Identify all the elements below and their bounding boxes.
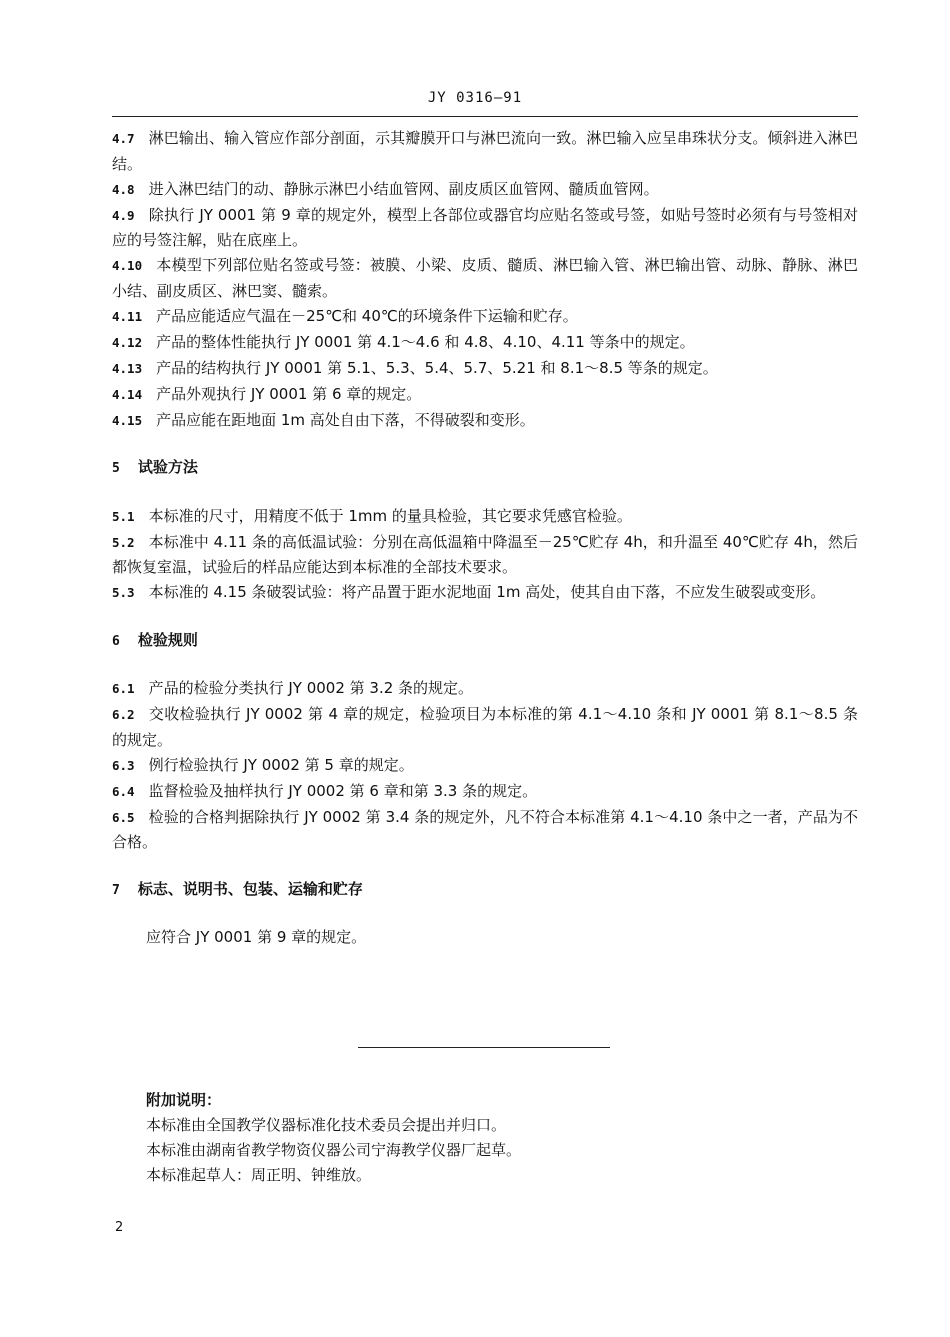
appendix [146, 1088, 521, 1188]
clause-4-11: 4.11 产品应能适应气温在－25℃和 40℃的环境条件下运输和贮存。 [112, 306, 578, 325]
clause-4-14: 4.14 产品外观执行 JY 0001 第 6 章的规定。 [112, 384, 422, 403]
clause-4-13: 4.13 产品的结构执行 JY 0001 第 5.1、5.3、5.4、5.7、5.21 和 8.1～8.5 等条的规定。 [112, 358, 718, 377]
clause-6-4: 6.4 监督检验及抽样执行 JY 0002 第 6 章和第 3.3 条的规定。 [112, 781, 538, 800]
appendix-line: 本标准起草人：周正明、钟维放。 [146, 1166, 372, 1184]
page-number: 2 [115, 1220, 124, 1235]
clause-5-3: 5.3 本标准的 4.15 条破裂试验：将产品置于距水泥地面 1m 高处，使其自由下落，不应发生破裂或变形。 [112, 583, 826, 601]
clause-6-5: 6.5 检验的合格判据除执行 JY 0002 第 3.4 条的规定外，凡不符合本标准第 4.1～4.10 条中之一者，产品为不合格。 [112, 807, 858, 851]
section-6-items [112, 676, 858, 855]
clause-5-2: 5.2 本标准中 4.11 条的高低温试验：分别在高低温箱中降温至－25℃贮存 4h，和升温至 40℃贮存 4h，然后都恢复室温，试验后的样品应能达到本标准的全部技术要求。 [112, 532, 858, 576]
section-5-heading: 5 试验方法 [112, 458, 198, 476]
clause-4-12: 4.12 产品的整体性能执行 JY 0001 第 4.1～4.6 和 4.8、4.10、4.11 等条中的规定。 [112, 332, 695, 351]
appendix-title: 附加说明： [146, 1091, 222, 1109]
clause-5-1: 5.1 本标准的尺寸，用精度不低于 1mm 的量具检验，其它要求凭感官检验。 [112, 506, 632, 525]
header-rule [112, 116, 858, 117]
header-doc-code: JY 0316—91 [427, 90, 523, 106]
clause-4-15: 4.15 产品应能在距地面 1m 高处自由下落，不得破裂和变形。 [112, 410, 535, 429]
clause-4-10: 4.10 本模型下列部位贴名签或号签：被膜、小梁、皮质、髓质、淋巴输入管、淋巴输出管、动脉、静脉、淋巴小结、副皮质区、淋巴窦、髓索。 [112, 256, 858, 300]
body-content [112, 126, 858, 950]
clause-6-3: 6.3 例行检验执行 JY 0002 第 5 章的规定。 [112, 755, 414, 774]
section-7-heading: 7 标志、说明书、包装、运输和贮存 [112, 879, 363, 898]
section-6-heading: 6 检验规则 [112, 630, 198, 649]
clause-6-2: 6.2 交收检验执行 JY 0002 第 4 章的规定，检验项目为本标准的第 4.1～4.10 条和 JY 0001 第 8.1～8.5 条的规定。 [112, 705, 858, 749]
clause-4-7: 4.7 淋巴输出、输入管应作部分剖面，示其瓣膜开口与淋巴流向一致。淋巴输入应呈串珠状分支。倾斜进入淋巴结。 [112, 129, 858, 173]
appendix-line: 本标准由湖南省教学物资仪器公司宁海教学仪器厂起草。 [146, 1141, 522, 1159]
appendix-line: 本标准由全国教学仪器标准化技术委员会提出并归口。 [146, 1116, 507, 1134]
section-5-items [112, 504, 858, 606]
section-7-body: 应符合 JY 0001 第 9 章的规定。 [146, 928, 367, 946]
section-divider [358, 1047, 610, 1048]
clause-4-8: 4.8 进入淋巴结门的动、静脉示淋巴小结血管网、副皮质区血管网、髓质血管网。 [112, 179, 659, 198]
clause-4-9: 4.9 除执行 JY 0001 第 9 章的规定外，模型上各部位或器官均应贴名签或号签，如贴号签时必须有与号签相对应的号签注解，贴在底座上。 [112, 205, 858, 249]
clauses-4 [112, 126, 858, 433]
clause-6-1: 6.1 产品的检验分类执行 JY 0002 第 3.2 条的规定。 [112, 679, 474, 697]
